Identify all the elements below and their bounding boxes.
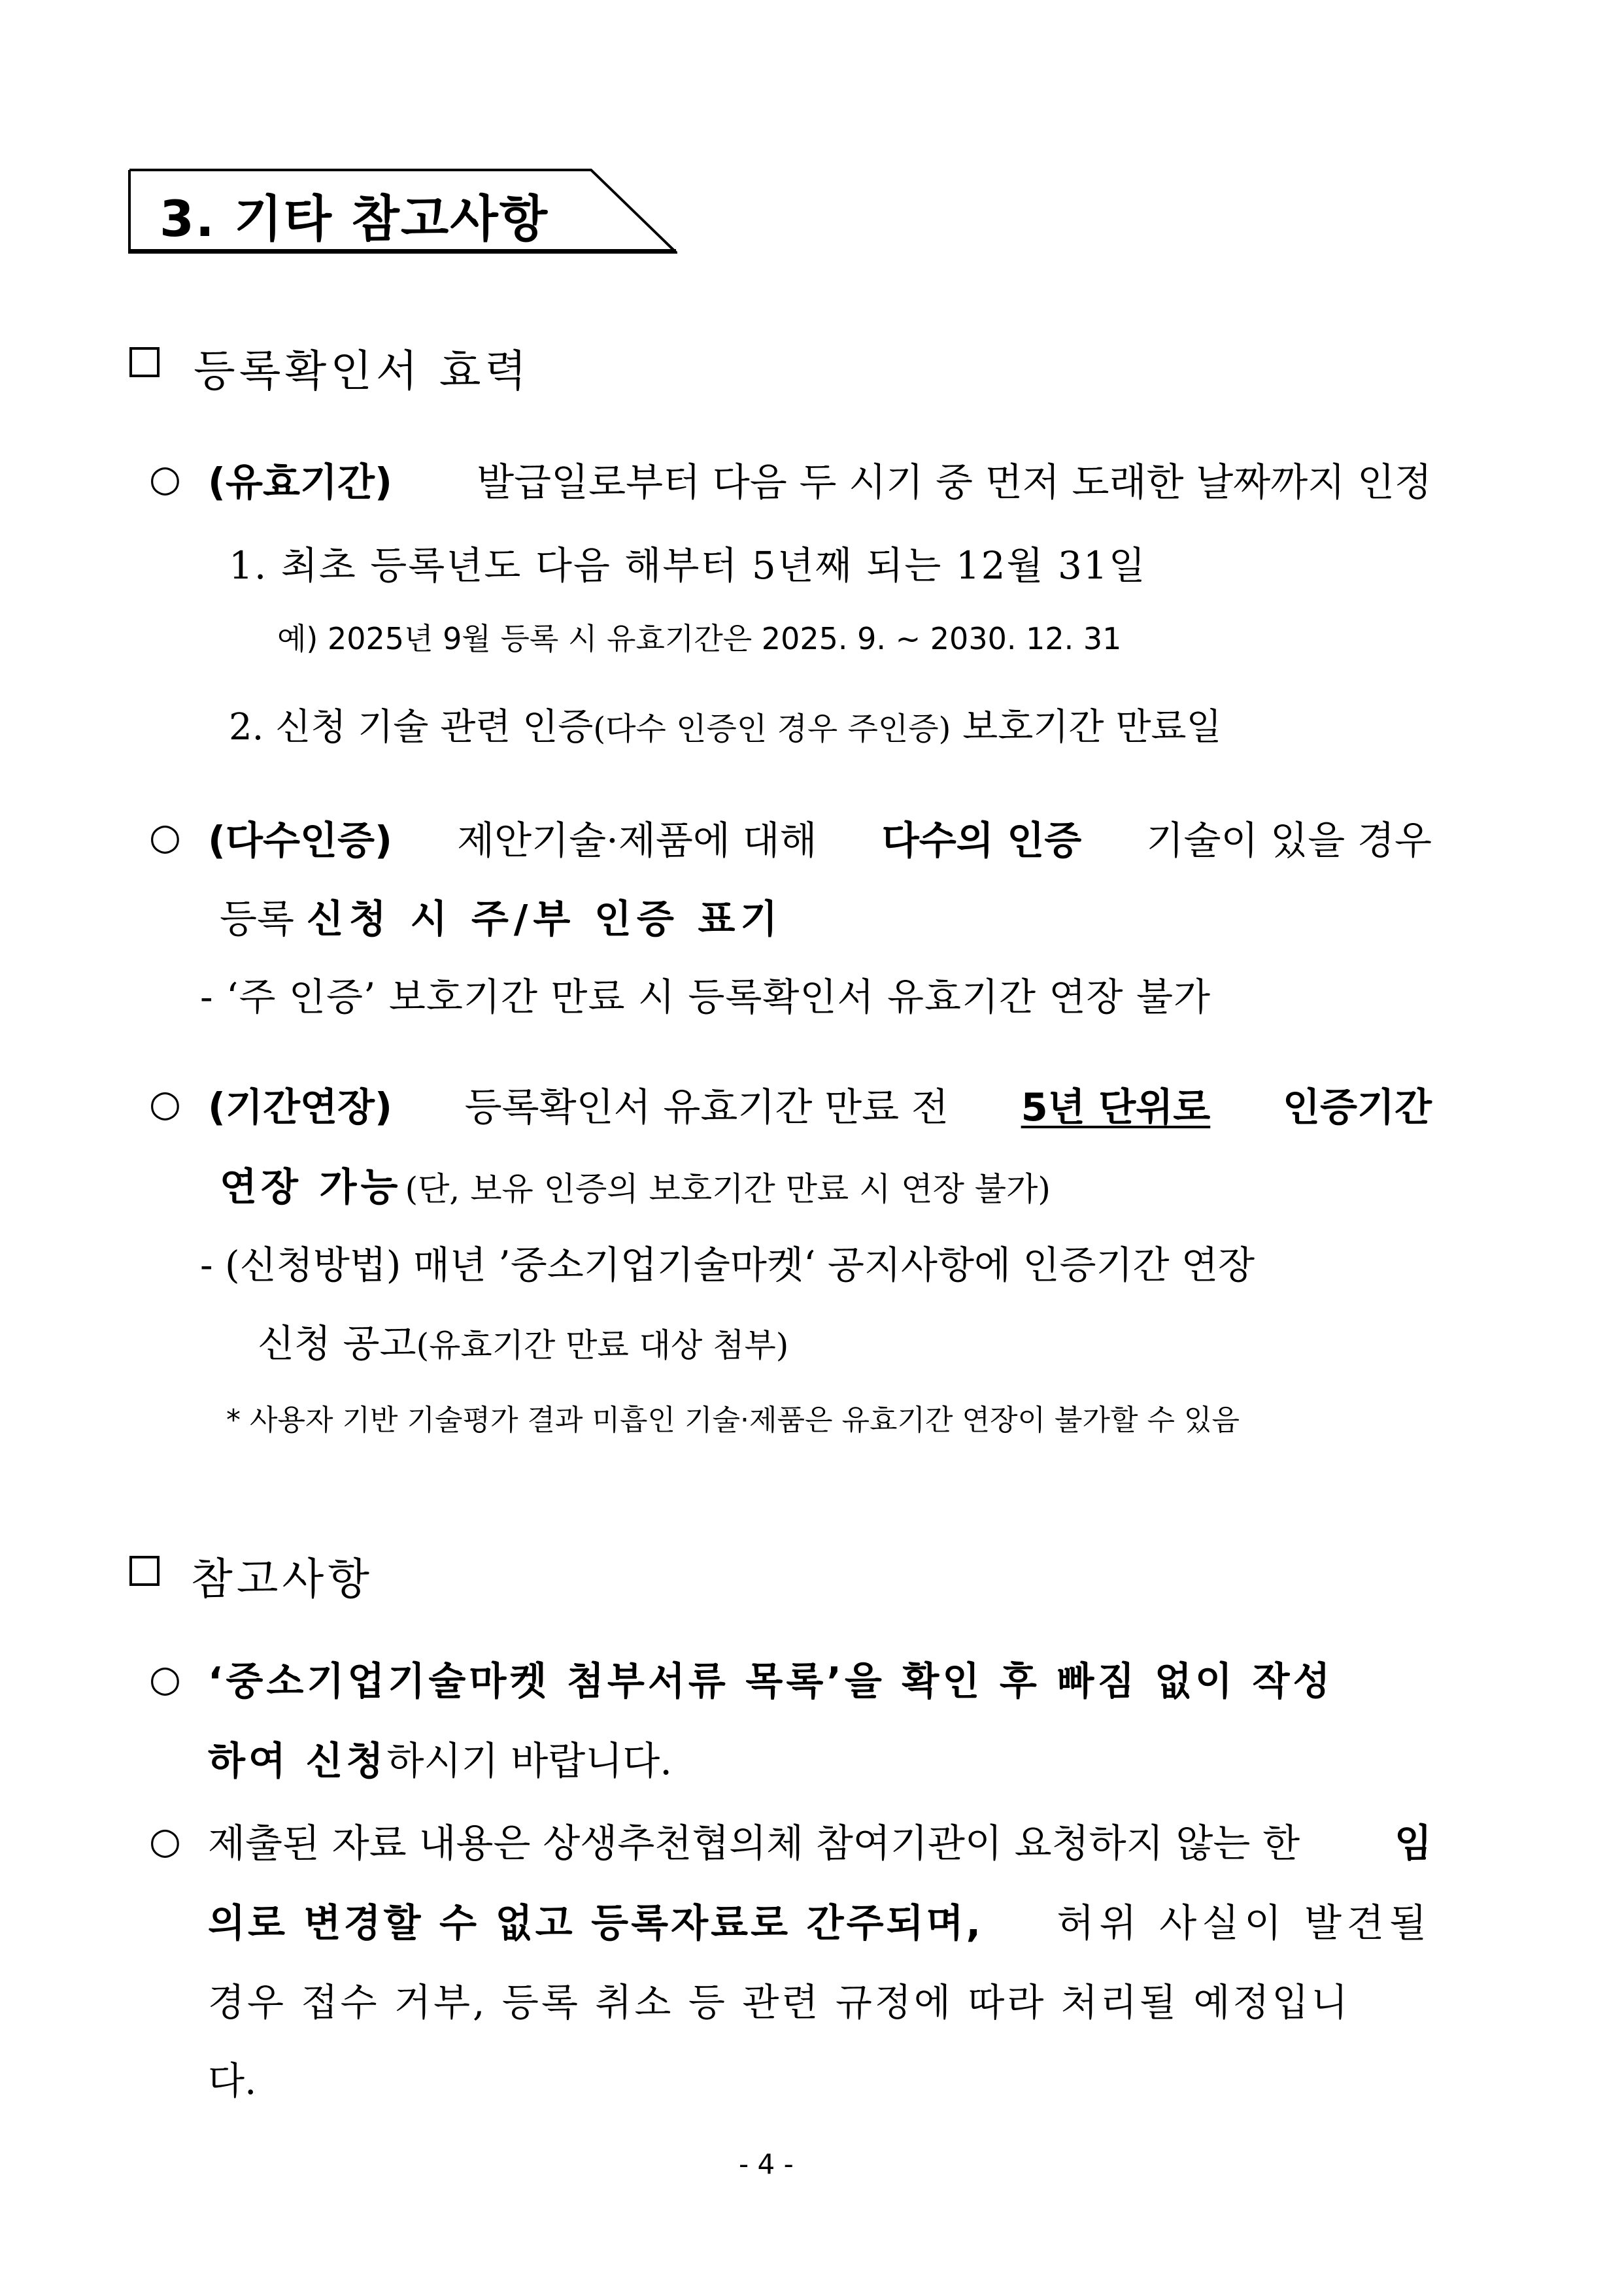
multi-text-a: 제안기술·제품에 대해 [457,818,817,863]
extend-dash-line-2 [258,1313,788,1368]
ref-p1-line2-a: 하여 신청 [208,1738,387,1783]
validity-item-2 [229,698,1222,750]
extend-dash2-a: 신청 공고 [258,1321,416,1366]
multi-text-c: 기술이 있을 경우 [1146,818,1432,863]
multi-line2-b: 신청 시 주/부 인증 표기 [306,896,783,941]
bullet-circle: ○ [149,1658,181,1700]
checkbox-square [129,1556,160,1586]
ref-p1-line2-b: 하시기 바랍니다. [386,1738,672,1783]
item2-text: 2. 신청 기술 관련 인증 [229,706,594,749]
section-header [128,169,677,254]
extend-line2-a: 연장 가능 [220,1164,402,1209]
ref-p1-line-1: ‘중소기업기술마켓 첨부서류 목록’을 확인 후 빠짐 없이 작성 [208,1658,1334,1704]
extend-label: (기간연장) [208,1085,392,1130]
multi-line2-a: 등록 [220,896,294,941]
page-number: - 4 - [739,2148,794,2180]
checkbox-square [129,347,160,377]
multi-line-2 [220,888,783,943]
item2-end: 보호기간 만료일 [962,706,1222,749]
multi-label: (다수인증) [208,818,392,863]
bullet-circle: ○ [149,458,181,500]
ref-p2-line2-a: 의로 변경할 수 없고 등록자료로 간주되며, [208,1900,984,1945]
ref-p2-line-2 [208,1892,1432,1947]
extend-dash2-b: (유효기간 만료 대상 첨부) [416,1326,789,1364]
validity-example: 예) 2025년 9월 등록 시 유효기간은 2025. 9. ~ 2030. 12. 31 [277,621,1122,656]
extend-line-1 [208,1076,1432,1132]
ref-p2-line2-b: 허위 사실이 발견될 [1057,1900,1432,1945]
bullet-circle: ○ [149,816,181,858]
extend-line2-b: (단, 보유 인증의 보호기간 만료 시 연장 불가) [405,1170,1051,1208]
validity-line [208,451,1432,507]
multi-text-b: 다수의 인증 [881,818,1082,863]
ref-p1-line-2 [208,1730,672,1785]
extend-text-b: 5년 단위로 [1021,1085,1211,1130]
validity-text: 발급일로부터 다음 두 시기 중 먼저 도래한 날짜까지 인정 [477,460,1432,505]
multi-line-1 [208,809,1432,865]
ref-p2-line-3: 경우 접수 거부, 등록 취소 등 관련 규정에 따라 처리될 예정입니 [208,1980,1351,2025]
ref-p2-line1-a: 제출된 자료 내용은 상생추천협의체 참여기관이 요청하지 않는 한 [208,1821,1300,1866]
extend-line-2 [220,1156,1051,1211]
ref-p2-line-4: 다. [208,2059,257,2103]
page-title: 3. 기타 참고사항 [160,190,549,248]
bullet-circle: ○ [149,1083,181,1125]
multi-dash: - ‘주 인증’ 보호기간 만료 시 등록확인서 유효기간 연장 불가 [200,975,1211,1019]
bullet-circle: ○ [149,1820,181,1862]
extend-note: * 사용자 기반 기술평가 결과 미흡인 기술·제품은 유효기간 연장이 불가할 수 있음 [226,1404,1240,1437]
extend-text-a: 등록확인서 유효기간 만료 전 [464,1085,949,1130]
section-title: 등록확인서 효력 [194,346,531,396]
ref-p2-line-1 [208,1812,1432,1868]
extend-text-c: 인증기간 [1282,1085,1432,1130]
ref-p2-line1-b: 임 [1395,1821,1432,1866]
section-title: 참고사항 [191,1554,374,1604]
item2-paren: (다수 인증인 경우 주인증) [593,711,951,747]
extend-dash: - (신청방법) 매년 ’중소기업기술마켓‘ 공지사항에 인증기간 연장 [200,1243,1255,1287]
validity-item-1: 1. 최초 등록년도 다음 해부터 5년째 되는 12월 31일 [229,543,1147,588]
validity-label: (유효기간) [208,460,392,505]
